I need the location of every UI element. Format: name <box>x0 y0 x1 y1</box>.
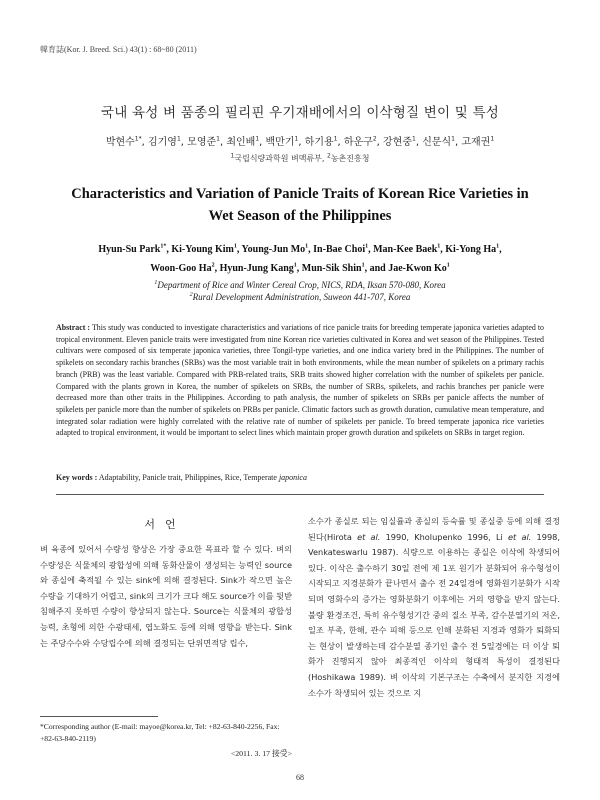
abstract-label: Abstract : <box>56 323 91 332</box>
english-title <box>40 183 560 227</box>
english-title-line-2: Wet Season of the Philippines <box>208 208 392 224</box>
author: 최인배$^1$ <box>226 135 260 148</box>
author: Ki-Yong Ha$^1$ <box>445 243 500 255</box>
author: In-Bae Choi$^1$ <box>313 243 369 255</box>
affiliation-2: $^2$Rural Development Administration, Suweon 441-707, Korea <box>189 292 411 302</box>
author: 고재권$^1$ <box>461 135 495 148</box>
section-heading-introduction: 서언 <box>144 518 186 531</box>
received-date: <2011. 3. 17 接受> <box>230 749 292 758</box>
abstract-text: This study was conducted to investigate characteristics and variations of rice panicle traits for breeding temperate japonica varieties adapted to tropical environment. Eleven panicle traits were investigated from nine Korean rice varieties cultivated in Korea and wet season of the Philippines. Tested cultivars were composed of six temperate japonica varieties, three Tongil-type varieties, and one indica variety bred in the Philippines. The number of spikelets on secondary rachis branches (SRBs) was the most variable trait in both environments, while the mean number of spikelets on a primary rachis branch (PRB) was the least variable. Compared with PRB-related traits, SRB traits showed higher correlation with the number of spikelets per panicle. Compared with the plants grown in Korea, the number of spikelets on SRBs, the number of SRBs, spikelets, and rachis branches per panicle were decreased more than other traits in the Philippines. According to path analysis, the number of spikelets on SRBs per panicle affects the number of spikelets per panicle more than the number of spikelets on PRBs per panicle. Climatic factors such as growth duration, cumulative mean temperature, and integrated solar radiation were highly correlated with the relative rate of number of spikelets per panicle. To breed temperate japonica rice varieties adapted to tropical environment, it would be important to select lines which maintain proper growth duration and spikelets on SRBs in target region. <box>56 323 544 438</box>
english-authors-line-2: Woon-Goo Ha$^2$, Hyun-Jung Kang$^1$, Mun-Sik Shin$^1$, and Jae-Kwon Ko$^1$ <box>150 262 450 274</box>
english-author-list <box>40 240 560 278</box>
korean-author-list: 박현수$^{1*}$, 김기영$^1$, 모영준$^1$, 최인배$^1$, 백만기$^1$, 하기용$^1$, 하운구$^2$, 강현중$^1$, 신문식$^1$, 고재권$^1$ <box>105 135 495 148</box>
author: Man-Kee Baek$^1$ <box>373 243 441 255</box>
author: 하기용$^1$ <box>304 135 338 148</box>
author: 모영준$^1$ <box>187 135 220 148</box>
author: Mun-Sik Shin$^1$ <box>301 262 365 274</box>
page-number: 68 <box>296 773 304 782</box>
intro-paragraph-left: 벼 육종에 있어서 수량성 향상은 가장 중요한 목표라 할 수 있다. 벼의 수량성은 식물체의 광합성에 의해 동화산물이 생성되는 능력인 source와 종실에 축적될 수 있는 sink에 의해 결정된다. Sink가 작으면 높은 수량을 기대하기 어렵고, sink의 크기가 크다 해도 source가 이를 뒷받침해주지 못하면 수량이 향상되지 않는다. Source는 식물체의 광합성 능력, 초형에 의한 수광태세, 엽노화도 등에 의해 영향을 받는다. Sink는 주당수수와 수당립수에 의해 결정되는 단위면적당 립수, <box>40 544 292 648</box>
keywords-text: Adaptability, Panicle trait, Philippines, Rice, Temperate <box>98 473 279 482</box>
body-column-left <box>40 542 292 651</box>
author: 신문식$^1$ <box>422 135 455 148</box>
author: Hyun-Jung Kang$^1$ <box>219 262 297 274</box>
section-divider <box>56 494 544 495</box>
footnote-divider <box>40 716 158 717</box>
korean-affiliations: $^1$국립식량과학원 벼맥류부, $^2$농촌진흥청 <box>230 152 370 163</box>
body-column-right <box>308 514 560 701</box>
english-authors-line-1: Hyun-Su Park$^{1*}$, Ki-Young Kim$^1$, Young-Jun Mo$^1$, In-Bae Choi$^1$, Man-Kee Baek$^1$, Ki-Yong Ha$^1$, <box>98 243 502 255</box>
author: Young-Jun Mo$^1$ <box>241 243 309 255</box>
abstract <box>56 322 544 439</box>
author: Ki-Young Kim$^1$ <box>171 243 237 255</box>
english-affiliations <box>40 279 560 303</box>
author: 박현수$^{1*}$ <box>105 135 142 148</box>
author: 강현중$^1$ <box>383 135 416 148</box>
author: 백만기$^1$ <box>265 135 299 148</box>
author: 김기영$^1$ <box>147 135 181 148</box>
journal-reference: 韓育誌(Kor. J. Breed. Sci.) 43(1) : 68~80 (2011) <box>40 45 197 54</box>
author: 하운구$^2$ <box>343 135 377 148</box>
keywords-italic: japonica <box>278 473 307 482</box>
author: Hyun-Su Park$^{1*}$ <box>98 243 167 255</box>
author: Jae-Kwon Ko$^1$ <box>388 262 450 274</box>
keywords <box>56 473 544 482</box>
english-title-line-1: Characteristics and Variation of Panicle Traits of Korean Rice Varieties in <box>71 186 529 202</box>
intro-paragraph-right: 소수가 종실로 되는 임실률과 종실의 등숙률 및 종실중 등에 의해 결정된다(Hirota et al. 1990, Kholupenko 1996, Li et al. 1998, Venkateswarlu 1987). 식량으로 이용하는 종실은 이삭에 착생되어 있다. 이삭은 출수하기 30일 전에 제 1포 원기가 분화되어 유수형성이 시작되고 지경분화가 끝나면서 출수 전 24일경에 영화원기분화가 시작되며 영화수의 증가는 영화분화기 이후에는 거의 영향을 받지 않는다. 불량 환경조건, 특히 유수형성기간 중의 질소 부족, 감수분열기의 저온, 일조 부족, 한해, 관수 피해 등으로 인해 분화된 지경과 영화가 퇴화되는 현상이 발생하는데 감수분열 종기인 출수 전 5일경에는 더 이상 퇴화가 진행되지 않아 최종적인 이삭의 형태적 특성이 결정된다(Hoshikawa 1989). 벼 이삭의 기본구조는 수축에서 분지한 지경에 소수가 착생되어 있는 것으로 지 <box>308 516 560 698</box>
affiliation-1: $^1$Department of Rice and Winter Cereal Crop, NICS, RDA, Iksan 570-080, Korea <box>154 280 446 290</box>
keywords-label: Key words : <box>56 473 98 482</box>
author: Woon-Goo Ha$^2$ <box>150 262 215 274</box>
korean-title: 국내 육성 벼 품종의 필리핀 우기재배에서의 이삭형질 변이 및 특성 <box>101 105 499 121</box>
corresponding-author-footnote: *Corresponding author (E-mail: mayoe@korea.kr, Tel: +82-63-840-2256, Fax: +82-63-840-2119) <box>40 722 280 743</box>
